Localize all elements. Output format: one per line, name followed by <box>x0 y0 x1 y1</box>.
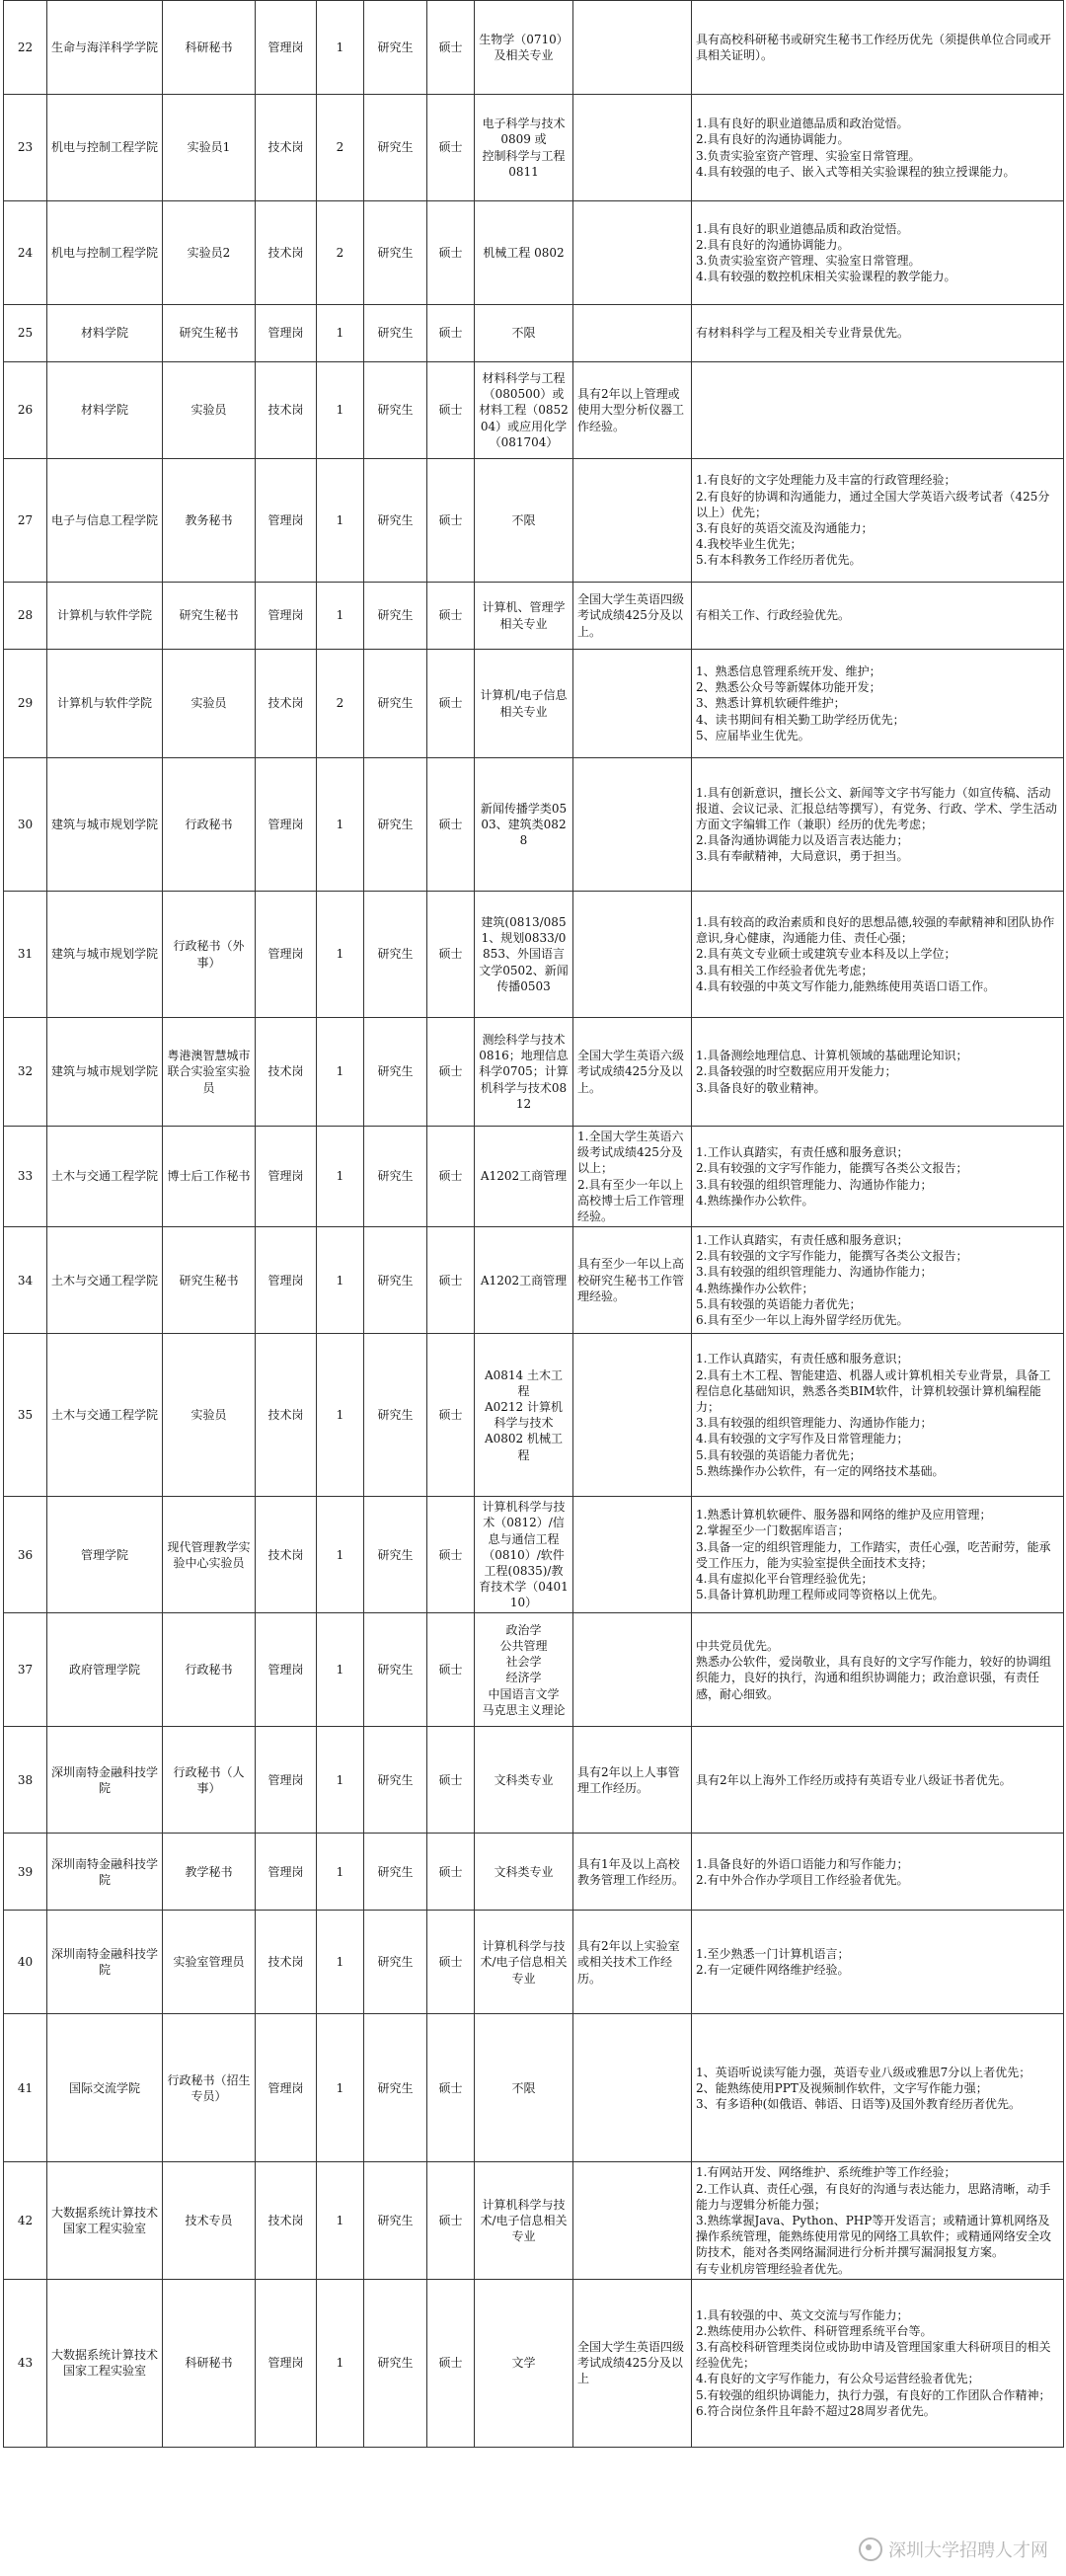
cell-deg: 硕士 <box>427 2014 475 2162</box>
cell-major: 计算机、管理学相关专业 <box>475 583 573 650</box>
cell-edu: 研究生 <box>364 892 427 1018</box>
cell-req: 有相关工作、行政经验优先。 <box>692 583 1064 650</box>
cell-edu: 研究生 <box>364 2279 427 2447</box>
cell-deg: 硕士 <box>427 1497 475 1613</box>
table-row <box>4 305 1064 362</box>
cell-edu: 研究生 <box>364 1727 427 1834</box>
cell-post: 实验员 <box>163 650 256 758</box>
cell-n: 2 <box>317 650 364 758</box>
cell-no: 24 <box>4 201 47 305</box>
cell-no: 30 <box>4 758 47 892</box>
cell-no: 40 <box>4 1911 47 2014</box>
cell-other: 具有至少一年以上高校研究生秘书工作管理经验。 <box>573 1227 692 1334</box>
table-row <box>4 95 1064 201</box>
cell-unit: 机电与控制工程学院 <box>47 201 163 305</box>
cell-req: 1.熟悉计算机软硬件、服务器和网络的维护及应用管理； 2.掌握至少一门数据库语言； 3.具备一定的组织管理能力，工作踏实，责任心强，吃苦耐劳，能承受工作压力，能为实验室提供全面技术支持； 4.具有虚拟化平台管理经验优先； 5.具备计算机助理工程师或同等资格以上优先。 <box>692 1497 1064 1613</box>
cell-n: 1 <box>317 1018 364 1127</box>
cell-no: 39 <box>4 1834 47 1911</box>
cell-no: 32 <box>4 1018 47 1127</box>
cell-n: 2 <box>317 201 364 305</box>
cell-unit: 深圳南特金融科技学院 <box>47 1834 163 1911</box>
cell-deg: 硕士 <box>427 892 475 1018</box>
cell-no: 28 <box>4 583 47 650</box>
cell-n: 1 <box>317 2014 364 2162</box>
cell-deg: 硕士 <box>427 362 475 459</box>
cell-other <box>573 1497 692 1613</box>
watermark-text: 深圳大学招聘人才网 <box>888 2540 1048 2561</box>
cell-major: A1202工商管理 <box>475 1227 573 1334</box>
cell-no: 37 <box>4 1613 47 1727</box>
recruitment-table <box>3 0 1064 2448</box>
cell-unit: 土木与交通工程学院 <box>47 1334 163 1497</box>
cell-unit: 计算机与软件学院 <box>47 583 163 650</box>
cell-cat: 管理岗 <box>256 1 317 95</box>
cell-other <box>573 650 692 758</box>
cell-post: 教务秘书 <box>163 459 256 583</box>
cell-req: 1.具备测绘地理信息、计算机领域的基础理论知识； 2.具备较强的时空数据应用开发能力； 3.具备良好的敬业精神。 <box>692 1018 1064 1127</box>
cell-edu: 研究生 <box>364 583 427 650</box>
cell-post: 行政秘书 <box>163 1613 256 1727</box>
table-row <box>4 1727 1064 1834</box>
cell-no: 31 <box>4 892 47 1018</box>
cell-other <box>573 2014 692 2162</box>
cell-req <box>692 362 1064 459</box>
cell-cat: 管理岗 <box>256 1127 317 1227</box>
cell-deg: 硕士 <box>427 1 475 95</box>
cell-edu: 研究生 <box>364 2014 427 2162</box>
cell-major: 不限 <box>475 305 573 362</box>
cell-major: 不限 <box>475 2014 573 2162</box>
cell-edu: 研究生 <box>364 362 427 459</box>
cell-post: 实验室管理员 <box>163 1911 256 2014</box>
cell-post: 实验员1 <box>163 95 256 201</box>
cell-deg: 硕士 <box>427 2162 475 2279</box>
cell-post: 实验员 <box>163 1334 256 1497</box>
cell-deg: 硕士 <box>427 2279 475 2447</box>
cell-cat: 管理岗 <box>256 305 317 362</box>
table-row <box>4 1334 1064 1497</box>
cell-deg: 硕士 <box>427 1727 475 1834</box>
table-row <box>4 892 1064 1018</box>
cell-unit: 土木与交通工程学院 <box>47 1127 163 1227</box>
cell-no: 27 <box>4 459 47 583</box>
cell-major: 政治学 公共管理 社会学 经济学 中国语言文学 马克思主义理论 <box>475 1613 573 1727</box>
cell-n: 1 <box>317 1227 364 1334</box>
cell-req: 1.具有创新意识，擅长公文、新闻等文字书写能力（如宣传稿、活动报道、会议记录、汇报总结等撰写），有党务、行政、学术、学生活动方面文字编辑工作（兼职）经历的优先考虑； 2.具备沟通协调能力以及语言表达能力； 3.具有奉献精神，大局意识，勇于担当。 <box>692 758 1064 892</box>
cell-no: 34 <box>4 1227 47 1334</box>
table-row <box>4 1613 1064 1727</box>
cell-major: 计算机科学与技术/电子信息相关专业 <box>475 2162 573 2279</box>
table-row <box>4 1834 1064 1911</box>
cell-cat: 技术岗 <box>256 1497 317 1613</box>
cell-cat: 技术岗 <box>256 2162 317 2279</box>
cell-post: 研究生秘书 <box>163 1227 256 1334</box>
table-row <box>4 459 1064 583</box>
cell-n: 1 <box>317 583 364 650</box>
cell-unit: 深圳南特金融科技学院 <box>47 1911 163 2014</box>
cell-other: 1.全国大学生英语六级考试成绩425分及以上； 2.具有至少一年以上高校博士后工作管理经验。 <box>573 1127 692 1227</box>
cell-deg: 硕士 <box>427 95 475 201</box>
cell-deg: 硕士 <box>427 1911 475 2014</box>
cell-n: 1 <box>317 1613 364 1727</box>
table-row <box>4 1018 1064 1127</box>
table-row <box>4 1227 1064 1334</box>
cell-n: 1 <box>317 758 364 892</box>
cell-cat: 技术岗 <box>256 1018 317 1127</box>
cell-cat: 管理岗 <box>256 892 317 1018</box>
cell-no: 25 <box>4 305 47 362</box>
table-row <box>4 650 1064 758</box>
cell-unit: 政府管理学院 <box>47 1613 163 1727</box>
cell-n: 1 <box>317 1 364 95</box>
cell-post: 研究生秘书 <box>163 305 256 362</box>
cell-major: 计算机科学与技术（0812）/信息与通信工程（0810）/软件工程(0835)/教育技术学（040110） <box>475 1497 573 1613</box>
cell-cat: 管理岗 <box>256 1727 317 1834</box>
cell-edu: 研究生 <box>364 1613 427 1727</box>
cell-unit: 电子与信息工程学院 <box>47 459 163 583</box>
watermark <box>859 2537 1048 2562</box>
cell-n: 1 <box>317 1497 364 1613</box>
cell-no: 36 <box>4 1497 47 1613</box>
cell-post: 技术专员 <box>163 2162 256 2279</box>
cell-no: 22 <box>4 1 47 95</box>
table-row <box>4 1 1064 95</box>
cell-n: 1 <box>317 1727 364 1834</box>
cell-unit: 建筑与城市规划学院 <box>47 1018 163 1127</box>
cell-edu: 研究生 <box>364 1834 427 1911</box>
cell-deg: 硕士 <box>427 1127 475 1227</box>
cell-major: 文科类专业 <box>475 1834 573 1911</box>
cell-unit: 管理学院 <box>47 1497 163 1613</box>
table-row <box>4 1911 1064 2014</box>
cell-n: 2 <box>317 95 364 201</box>
cell-cat: 管理岗 <box>256 1613 317 1727</box>
cell-edu: 研究生 <box>364 650 427 758</box>
cell-post: 博士后工作秘书 <box>163 1127 256 1227</box>
cell-deg: 硕士 <box>427 1834 475 1911</box>
cell-major: 建筑(0813/0851、规划0833/0853、外国语言文学0502、新闻传播0503 <box>475 892 573 1018</box>
cell-cat: 技术岗 <box>256 1911 317 2014</box>
cell-n: 1 <box>317 1127 364 1227</box>
cell-cat: 管理岗 <box>256 583 317 650</box>
cell-req: 具有2年以上海外工作经历或持有英语专业八级证书者优先。 <box>692 1727 1064 1834</box>
cell-n: 1 <box>317 1911 364 2014</box>
cell-unit: 建筑与城市规划学院 <box>47 892 163 1018</box>
cell-unit: 计算机与软件学院 <box>47 650 163 758</box>
cell-edu: 研究生 <box>364 1334 427 1497</box>
cell-post: 行政秘书 <box>163 758 256 892</box>
cell-req: 1.具有较强的中、英文交流与写作能力； 2.熟练使用办公软件、科研管理系统平台等。 3.有高校科研管理类岗位或协助申请及管理国家重大科研项目的相关经验优先； 4.有良好的文字写作能力，有公众号运营经验者优先； 5.有较强的组织协调能力，执行力强，有良好的工作团队合作精神； 6.符合岗位条件且年龄不超过28周岁者优先。 <box>692 2279 1064 2447</box>
cell-deg: 硕士 <box>427 1227 475 1334</box>
cell-no: 35 <box>4 1334 47 1497</box>
cell-cat: 技术岗 <box>256 1334 317 1497</box>
cell-other: 全国大学生英语四级考试成绩425分及以上。 <box>573 583 692 650</box>
cell-major: 文学 <box>475 2279 573 2447</box>
cell-unit: 大数据系统计算技术国家工程实验室 <box>47 2279 163 2447</box>
cell-no: 29 <box>4 650 47 758</box>
cell-deg: 硕士 <box>427 650 475 758</box>
cell-cat: 管理岗 <box>256 2014 317 2162</box>
cell-deg: 硕士 <box>427 1018 475 1127</box>
cell-deg: 硕士 <box>427 459 475 583</box>
cell-unit: 材料学院 <box>47 362 163 459</box>
table-row <box>4 758 1064 892</box>
cell-no: 41 <box>4 2014 47 2162</box>
cell-req: 1.具备良好的外语口语能力和写作能力； 2.有中外合作办学项目工作经验者优先。 <box>692 1834 1064 1911</box>
cell-post: 科研秘书 <box>163 2279 256 2447</box>
wechat-icon <box>859 2537 882 2561</box>
cell-major: A0814 土木工程 A0212 计算机科学与技术 A0802 机械工程 <box>475 1334 573 1497</box>
cell-edu: 研究生 <box>364 1911 427 2014</box>
cell-unit: 生命与海洋科学学院 <box>47 1 163 95</box>
cell-req: 1.工作认真踏实，有责任感和服务意识； 2.具有土木工程、智能建造、机器人或计算机相关专业背景，具备工程信息化基础知识，熟悉各类BIM软件，计算机较强计算机编程能力； 3.具有较强的组织管理能力、沟通协作能力； 4.具有较强的文字写作及日常管理能力； 5.具有较强的英语能力者优先； 5.熟练操作办公软件，有一定的网络技术基础。 <box>692 1334 1064 1497</box>
cell-cat: 技术岗 <box>256 362 317 459</box>
cell-no: 43 <box>4 2279 47 2447</box>
cell-no: 38 <box>4 1727 47 1834</box>
cell-edu: 研究生 <box>364 201 427 305</box>
cell-req: 1.具有良好的职业道德品质和政治觉悟。 2.具有良好的沟通协调能力。 3.负责实验室资产管理、实验室日常管理。 4.具有较强的电子、嵌入式等相关实验课程的独立授课能力。 <box>692 95 1064 201</box>
cell-unit: 国际交流学院 <box>47 2014 163 2162</box>
cell-post: 行政秘书（外事） <box>163 892 256 1018</box>
table-row <box>4 1127 1064 1227</box>
cell-major: 电子科学与技术0809 或 控制科学与工程0811 <box>475 95 573 201</box>
cell-other <box>573 2162 692 2279</box>
cell-no: 42 <box>4 2162 47 2279</box>
cell-unit: 大数据系统计算技术国家工程实验室 <box>47 2162 163 2279</box>
cell-other <box>573 892 692 1018</box>
cell-req: 1.有网站开发、网络维护、系统维护等工作经验； 2.工作认真、责任心强，有良好的沟通与表达能力，思路清晰，动手能力与逻辑分析能力强； 3.熟练掌握Java、Python、PHP等开发语言；或精通计算机网络及操作系统管理，能熟练使用常见的网络工具软件；或精通网络安全攻防技术，能对各类网络漏洞进行分析并撰写漏洞报复方案。 有专业机房管理经验者优先。 <box>692 2162 1064 2279</box>
cell-edu: 研究生 <box>364 459 427 583</box>
cell-other: 具有1年及以上高校教务管理工作经历。 <box>573 1834 692 1911</box>
cell-n: 1 <box>317 1834 364 1911</box>
cell-other <box>573 1 692 95</box>
table-body <box>4 1 1064 2448</box>
cell-req: 具有高校科研秘书或研究生秘书工作经历优先（须提供单位合同或开具相关证明）。 <box>692 1 1064 95</box>
cell-deg: 硕士 <box>427 583 475 650</box>
cell-post: 实验员2 <box>163 201 256 305</box>
cell-major: 机械工程 0802 <box>475 201 573 305</box>
cell-unit: 机电与控制工程学院 <box>47 95 163 201</box>
cell-cat: 管理岗 <box>256 1834 317 1911</box>
cell-major: A1202工商管理 <box>475 1127 573 1227</box>
cell-req: 1.工作认真踏实，有责任感和服务意识； 2.具有较强的文字写作能力，能撰写各类公文报告； 3.具有较强的组织管理能力、沟通协作能力； 4.熟练操作办公软件； 5.具有较强的英语能力者优先； 6.具有至少一年以上海外留学经历优先。 <box>692 1227 1064 1334</box>
cell-req: 中共党员优先。 熟悉办公软件，爱岗敬业，具有良好的文字写作能力，较好的协调组织能力，良好的执行，沟通和组织协调能力；政治意识强，有责任感，耐心细致。 <box>692 1613 1064 1727</box>
cell-post: 教学秘书 <box>163 1834 256 1911</box>
table-row <box>4 201 1064 305</box>
cell-deg: 硕士 <box>427 201 475 305</box>
cell-edu: 研究生 <box>364 95 427 201</box>
cell-req: 1.具有良好的职业道德品质和政治觉悟。 2.具有良好的沟通协调能力。 3.负责实验室资产管理、实验室日常管理。 4.具有较强的数控机床相关实验课程的教学能力。 <box>692 201 1064 305</box>
cell-major: 生物学（0710）及相关专业 <box>475 1 573 95</box>
cell-major: 计算机/电子信息相关专业 <box>475 650 573 758</box>
cell-cat: 技术岗 <box>256 650 317 758</box>
table-row <box>4 1497 1064 1613</box>
cell-edu: 研究生 <box>364 305 427 362</box>
cell-n: 1 <box>317 2279 364 2447</box>
cell-post: 科研秘书 <box>163 1 256 95</box>
cell-cat: 管理岗 <box>256 1227 317 1334</box>
cell-other <box>573 305 692 362</box>
table-row <box>4 362 1064 459</box>
cell-other: 全国大学生英语四级考试成绩425分及以上 <box>573 2279 692 2447</box>
cell-major: 计算机科学与技术/电子信息相关专业 <box>475 1911 573 2014</box>
cell-other: 具有2年以上管理或使用大型分析仪器工作经验。 <box>573 362 692 459</box>
cell-other: 全国大学生英语六级考试成绩425分及以上。 <box>573 1018 692 1127</box>
cell-unit: 材料学院 <box>47 305 163 362</box>
cell-post: 行政秘书（人事） <box>163 1727 256 1834</box>
cell-post: 研究生秘书 <box>163 583 256 650</box>
cell-post: 粤港澳智慧城市联合实验室实验员 <box>163 1018 256 1127</box>
cell-n: 1 <box>317 892 364 1018</box>
cell-n: 1 <box>317 362 364 459</box>
cell-other <box>573 1334 692 1497</box>
cell-edu: 研究生 <box>364 2162 427 2279</box>
cell-req: 1.具有较高的政治素质和良好的思想品德,较强的奉献精神和团队协作意识,身心健康，沟通能力佳、责任心强； 2.具有英文专业硕士或建筑专业本科及以上学位； 3.具有相关工作经验者优先考虑； 4.具有较强的中英文写作能力,能熟练使用英语口语工作。 <box>692 892 1064 1018</box>
cell-major: 新闻传播学类0503、建筑类0828 <box>475 758 573 892</box>
cell-req: 1.工作认真踏实，有责任感和服务意识； 2.具有较强的文字写作能力，能撰写各类公文报告； 3.具有较强的组织管理能力、沟通协作能力； 4.熟练操作办公软件。 <box>692 1127 1064 1227</box>
cell-post: 实验员 <box>163 362 256 459</box>
cell-post: 行政秘书（招生专员） <box>163 2014 256 2162</box>
cell-req: 1、英语听说读写能力强，英语专业八级或雅思7分以上者优先； 2、能熟练使用PPT及视频制作软件，文字写作能力强； 3、有多语种(如俄语、韩语、日语等)及国外教育经历者优先。 <box>692 2014 1064 2162</box>
cell-req: 1.至少熟悉一门计算机语言； 2.有一定硬件网络维护经验。 <box>692 1911 1064 2014</box>
cell-unit: 深圳南特金融科技学院 <box>47 1727 163 1834</box>
cell-req: 有材料科学与工程及相关专业背景优先。 <box>692 305 1064 362</box>
cell-n: 1 <box>317 305 364 362</box>
cell-deg: 硕士 <box>427 758 475 892</box>
cell-req: 1、熟悉信息管理系统开发、维护； 2、熟悉公众号等新媒体功能开发； 3、熟悉计算机软硬件维护； 4、读书期间有相关勤工助学经历优先； 5、应届毕业生优先。 <box>692 650 1064 758</box>
table-row <box>4 2162 1064 2279</box>
cell-post: 现代管理教学实验中心实验员 <box>163 1497 256 1613</box>
cell-edu: 研究生 <box>364 1227 427 1334</box>
cell-other <box>573 459 692 583</box>
cell-cat: 技术岗 <box>256 201 317 305</box>
cell-major: 材料科学与工程（080500）或材料工程（085204）或应用化学（081704） <box>475 362 573 459</box>
cell-cat: 管理岗 <box>256 459 317 583</box>
cell-major: 文科类专业 <box>475 1727 573 1834</box>
cell-cat: 管理岗 <box>256 2279 317 2447</box>
table-row <box>4 2014 1064 2162</box>
cell-req: 1.有良好的文字处理能力及丰富的行政管理经验； 2.有良好的协调和沟通能力，通过全国大学英语六级考试者（425分以上）优先； 3.有良好的英语交流及沟通能力； 4.我校毕业生优先； 5.有本科教务工作经历者优先。 <box>692 459 1064 583</box>
cell-other: 具有2年以上实验室或相关技术工作经历。 <box>573 1911 692 2014</box>
cell-edu: 研究生 <box>364 1018 427 1127</box>
table-row <box>4 2279 1064 2447</box>
cell-n: 1 <box>317 2162 364 2279</box>
cell-unit: 建筑与城市规划学院 <box>47 758 163 892</box>
cell-cat: 管理岗 <box>256 758 317 892</box>
cell-unit: 土木与交通工程学院 <box>47 1227 163 1334</box>
cell-n: 1 <box>317 1334 364 1497</box>
cell-other: 具有2年以上人事管理工作经历。 <box>573 1727 692 1834</box>
cell-edu: 研究生 <box>364 758 427 892</box>
cell-edu: 研究生 <box>364 1127 427 1227</box>
cell-n: 1 <box>317 459 364 583</box>
cell-no: 23 <box>4 95 47 201</box>
cell-edu: 研究生 <box>364 1497 427 1613</box>
cell-major: 测绘科学与技术0816；地理信息科学0705；计算机科学与技术0812 <box>475 1018 573 1127</box>
cell-other <box>573 201 692 305</box>
cell-cat: 技术岗 <box>256 95 317 201</box>
cell-other <box>573 1613 692 1727</box>
cell-deg: 硕士 <box>427 1613 475 1727</box>
cell-other <box>573 758 692 892</box>
cell-no: 26 <box>4 362 47 459</box>
cell-no: 33 <box>4 1127 47 1227</box>
table-row <box>4 583 1064 650</box>
cell-other <box>573 95 692 201</box>
cell-major: 不限 <box>475 459 573 583</box>
cell-deg: 硕士 <box>427 1334 475 1497</box>
cell-edu: 研究生 <box>364 1 427 95</box>
cell-deg: 硕士 <box>427 305 475 362</box>
